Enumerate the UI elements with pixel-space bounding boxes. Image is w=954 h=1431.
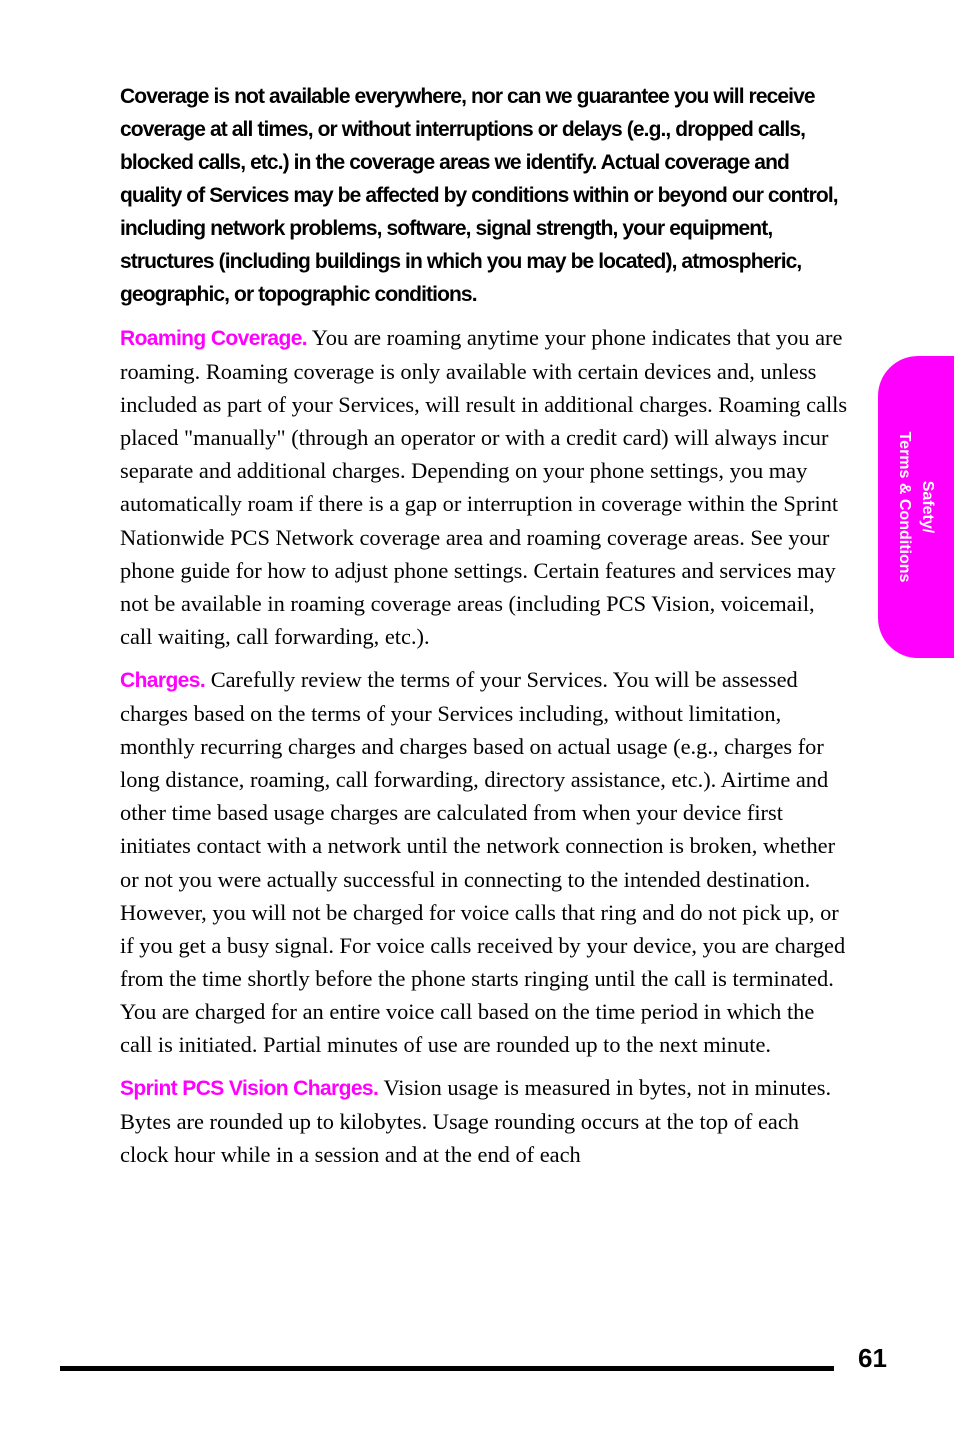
chapter-side-tab — [878, 356, 954, 658]
section-heading: Charges. — [120, 668, 206, 692]
section-heading: Sprint PCS Vision Charges. — [120, 1077, 379, 1101]
section-body: You are roaming anytime your phone indicates that you are roaming. Roaming coverage is only available with certain devices and, unless included as part of your Services, will result in additional charges. Roaming calls placed "manually" (through an operator or with a credit card) will always incur separate and additional charges. Depending on your phone settings, you may automatically roam if there is a gap or interruption in coverage within the Sprint Nationwide PCS Network coverage area and roaming coverage areas. See your phone guide for how to adjust phone settings. Certain features and services may not be available in roaming coverage areas (including PCS Vision, voicemail, call waiting, call forwarding, etc.). — [120, 325, 848, 649]
chapter-tab-line-1: Safety/ — [919, 480, 936, 534]
section-body: Vision usage is measured in bytes, not in minutes. Bytes are rounded up to kilobytes. Usage rounding occurs at the top of each clock hour while in a session and at the end of each — [120, 1075, 832, 1168]
coverage-disclaimer: Coverage is not available everywhere, nor can we guarantee you will receive coverage at all times, or without interruptions or delays (e.g., dropped calls, blocked calls, etc.) in the coverage areas we identify. Actual coverage and quality of Services may be affected by conditions within or beyond our control, including network problems, software, signal strength, your equipment, structures (including buildings in which you may be located), atmospheric, geographic, or topographic conditions. — [120, 85, 838, 306]
section-charges — [120, 663, 848, 1061]
section-roaming-coverage — [120, 321, 848, 653]
page-content — [120, 80, 848, 1181]
chapter-tab-line-2: Terms & Conditions — [896, 431, 913, 583]
section-heading: Roaming Coverage. — [120, 327, 308, 350]
page-number: 61 — [858, 1343, 887, 1373]
footer-rule — [60, 1366, 834, 1371]
chapter-tab-label — [893, 432, 939, 583]
section-body: Carefully review the terms of your Services. You will be assessed charges based on the terms of your Services including, without limitation, monthly recurring charges and charges based on actual usage (e.g., charges for long distance, roaming, call forwarding, directory assistance, etc.). Airtime and other time based usage charges are calculated from when your device first initiates contact with a network until the network connection is broken, whether or not you were actually successful in connecting to the intended destination. However, you will not be charged for voice calls that ring and do not pick up, or if you get a busy signal. For voice calls received by your device, you are charged from the time shortly before the phone starts ringing until the call is terminated. You are charged for an entire voice call based on the time period in which the call is initiated. Partial minutes of use are rounded up to the next minute. — [120, 666, 846, 1057]
section-vision-charges — [120, 1071, 848, 1171]
